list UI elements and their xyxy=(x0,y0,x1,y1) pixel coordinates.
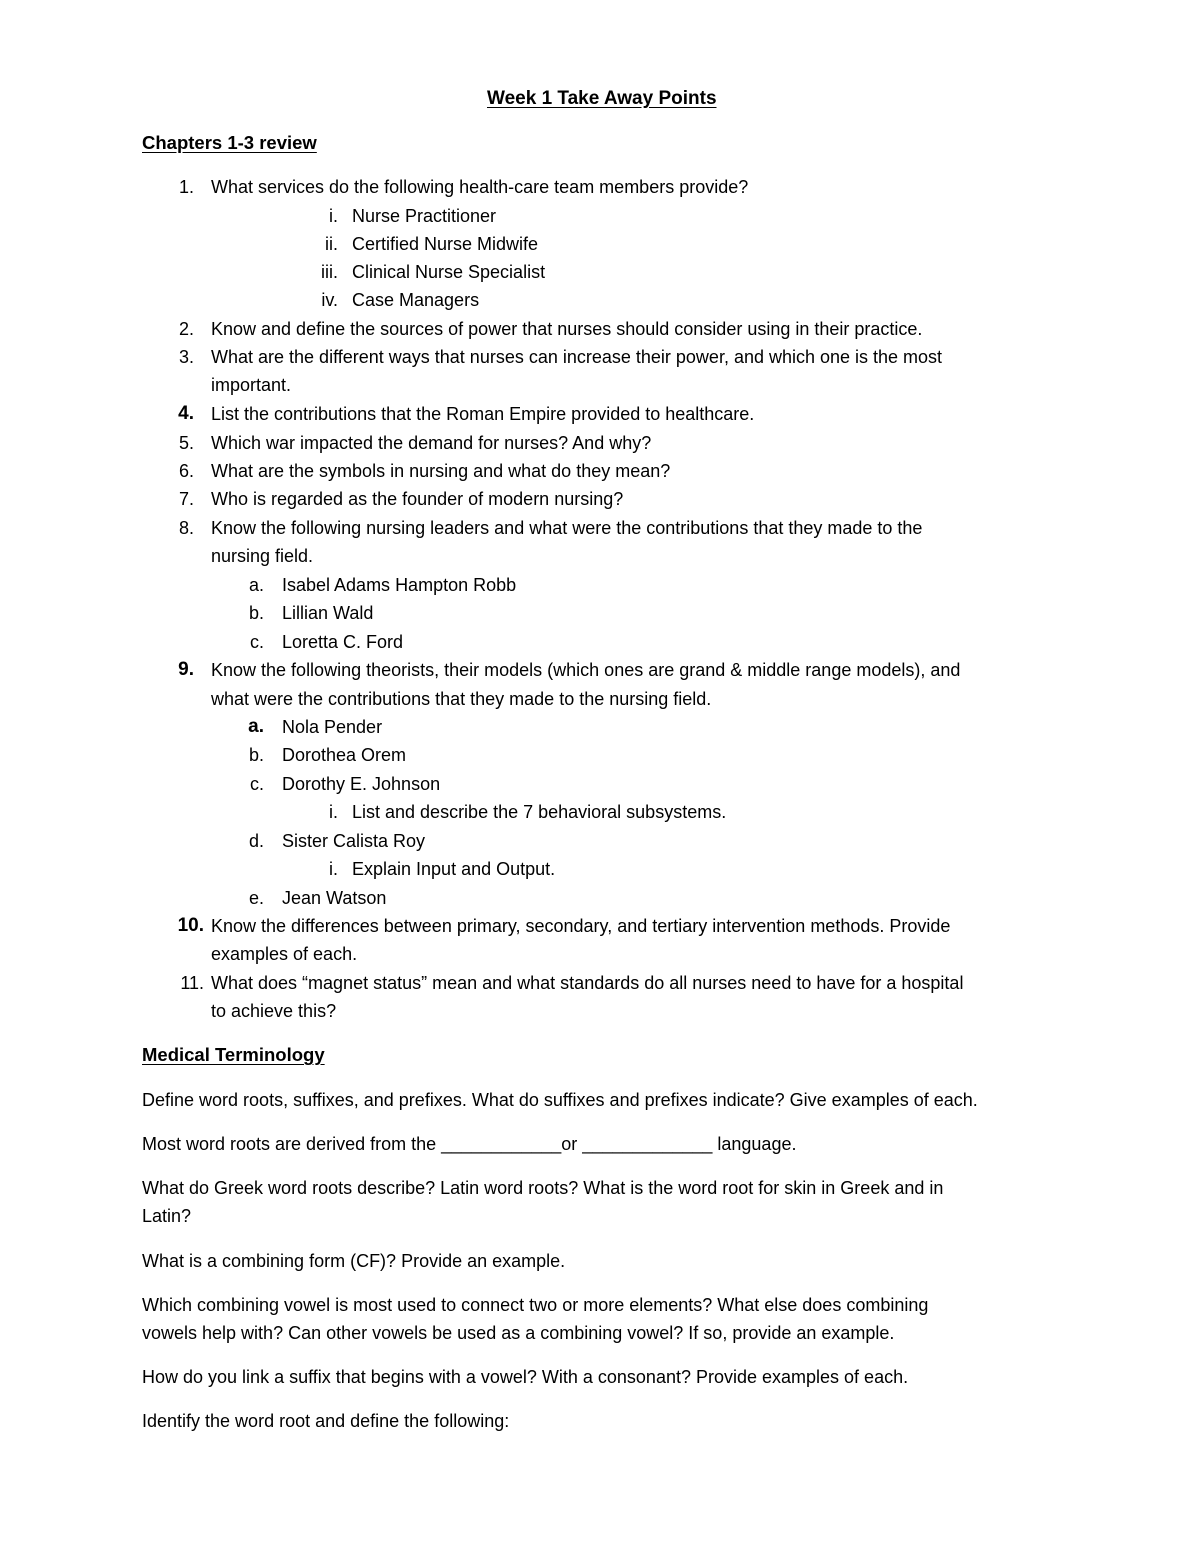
paragraph: Define word roots, suffixes, and prefixes. What do suffixes and prefixes indicate? Give examples of each. xyxy=(142,1090,978,1110)
list-number: 7. xyxy=(178,489,194,509)
subsublist-number: i. xyxy=(329,859,338,879)
sublist-number: i. xyxy=(329,206,338,226)
list-item-text: Know the following theorists, their models (which ones are grand & middle range models), and xyxy=(211,660,961,680)
list-number: 5. xyxy=(178,433,194,453)
paragraph: Which combining vowel is most used to connect two or more elements? What else does combining xyxy=(142,1295,929,1315)
paragraph: What do Greek word roots describe? Latin word roots? What is the word root for skin in Greek and in xyxy=(142,1178,944,1198)
paragraph: Latin? xyxy=(142,1206,192,1226)
sublist-number: iii. xyxy=(321,262,338,282)
list-item-text: List the contributions that the Roman Empire provided to healthcare. xyxy=(211,404,755,424)
subsublist-item-text: List and describe the 7 behavioral subsystems. xyxy=(352,802,727,822)
list-number: 11. xyxy=(180,973,204,993)
sublist-item-text: Sister Calista Roy xyxy=(282,831,426,851)
list-number: 4. xyxy=(178,403,194,424)
paragraph: Identify the word root and define the following: xyxy=(142,1411,510,1431)
paragraph-fill-blank: Most word roots are derived from the ____________or _____________ language. xyxy=(142,1134,797,1154)
list-item-text: Know the differences between primary, secondary, and tertiary intervention methods. Provide xyxy=(211,916,951,936)
paragraph: What is a combining form (CF)? Provide an example. xyxy=(142,1251,566,1271)
list-number: 2. xyxy=(178,319,194,339)
sublist-item-text: Nola Pender xyxy=(282,717,383,737)
list-number: 3. xyxy=(178,347,194,367)
list-number: 1. xyxy=(178,177,194,197)
subsublist-item-text: Explain Input and Output. xyxy=(352,859,556,879)
list-item-text: nursing field. xyxy=(211,546,314,566)
list-item-text: Who is regarded as the founder of modern nursing? xyxy=(211,489,624,509)
sublist-item-text: Certified Nurse Midwife xyxy=(352,234,539,254)
sublist-item-text: Dorothea Orem xyxy=(282,745,407,765)
list-item-text: what were the contributions that they made to the nursing field. xyxy=(211,689,712,709)
sublist-item-text: Dorothy E. Johnson xyxy=(282,774,441,794)
list-item-text: What are the different ways that nurses can increase their power, and which one is the most xyxy=(211,347,943,367)
page-title: Week 1 Take Away Points xyxy=(487,88,717,109)
sublist-number: d. xyxy=(248,831,264,851)
list-item-text: to achieve this? xyxy=(211,1001,337,1021)
sublist-item-text: Case Managers xyxy=(352,290,480,310)
section-heading-medical-terminology: Medical Terminology xyxy=(142,1044,325,1065)
list-item-text: What services do the following health-care team members provide? xyxy=(211,177,749,197)
sublist-number: e. xyxy=(248,888,264,908)
paragraph: vowels help with? Can other vowels be used as a combining vowel? If so, provide an example. xyxy=(142,1323,895,1343)
sublist-number: iv. xyxy=(321,290,338,310)
sublist-item-text: Clinical Nurse Specialist xyxy=(352,262,546,282)
paragraph: How do you link a suffix that begins with a vowel? With a consonant? Provide examples of each. xyxy=(142,1367,909,1387)
list-item-text: Know the following nursing leaders and what were the contributions that they made to the xyxy=(211,518,923,538)
sublist-number: a. xyxy=(248,575,264,595)
list-number: 6. xyxy=(178,461,194,481)
sublist-number: c. xyxy=(249,774,264,794)
list-item-text: What does “magnet status” mean and what standards do all nurses need to have for a hospital xyxy=(211,973,964,993)
sublist-number: c. xyxy=(249,632,264,652)
list-item-text: important. xyxy=(211,375,292,395)
list-item-text: examples of each. xyxy=(211,944,358,964)
sublist-number: ii. xyxy=(325,234,338,254)
list-item-text: Which war impacted the demand for nurses? And why? xyxy=(211,433,652,453)
sublist-item-text: Jean Watson xyxy=(282,888,387,908)
list-number: 10. xyxy=(177,915,204,936)
list-item-text: What are the symbols in nursing and what do they mean? xyxy=(211,461,671,481)
subsublist-number: i. xyxy=(329,802,338,822)
list-item-text: Know and define the sources of power that nurses should consider using in their practice. xyxy=(211,319,923,339)
sublist-item-text: Nurse Practitioner xyxy=(352,206,497,226)
sublist-item-text: Lillian Wald xyxy=(282,603,374,623)
sublist-number: b. xyxy=(248,603,264,623)
list-number: 9. xyxy=(178,659,194,680)
section-heading-chapters: Chapters 1-3 review xyxy=(142,132,317,153)
sublist-number: b. xyxy=(248,745,264,765)
sublist-number: a. xyxy=(248,716,264,737)
sublist-item-text: Loretta C. Ford xyxy=(282,632,404,652)
list-number: 8. xyxy=(178,518,194,538)
sublist-item-text: Isabel Adams Hampton Robb xyxy=(282,575,517,595)
